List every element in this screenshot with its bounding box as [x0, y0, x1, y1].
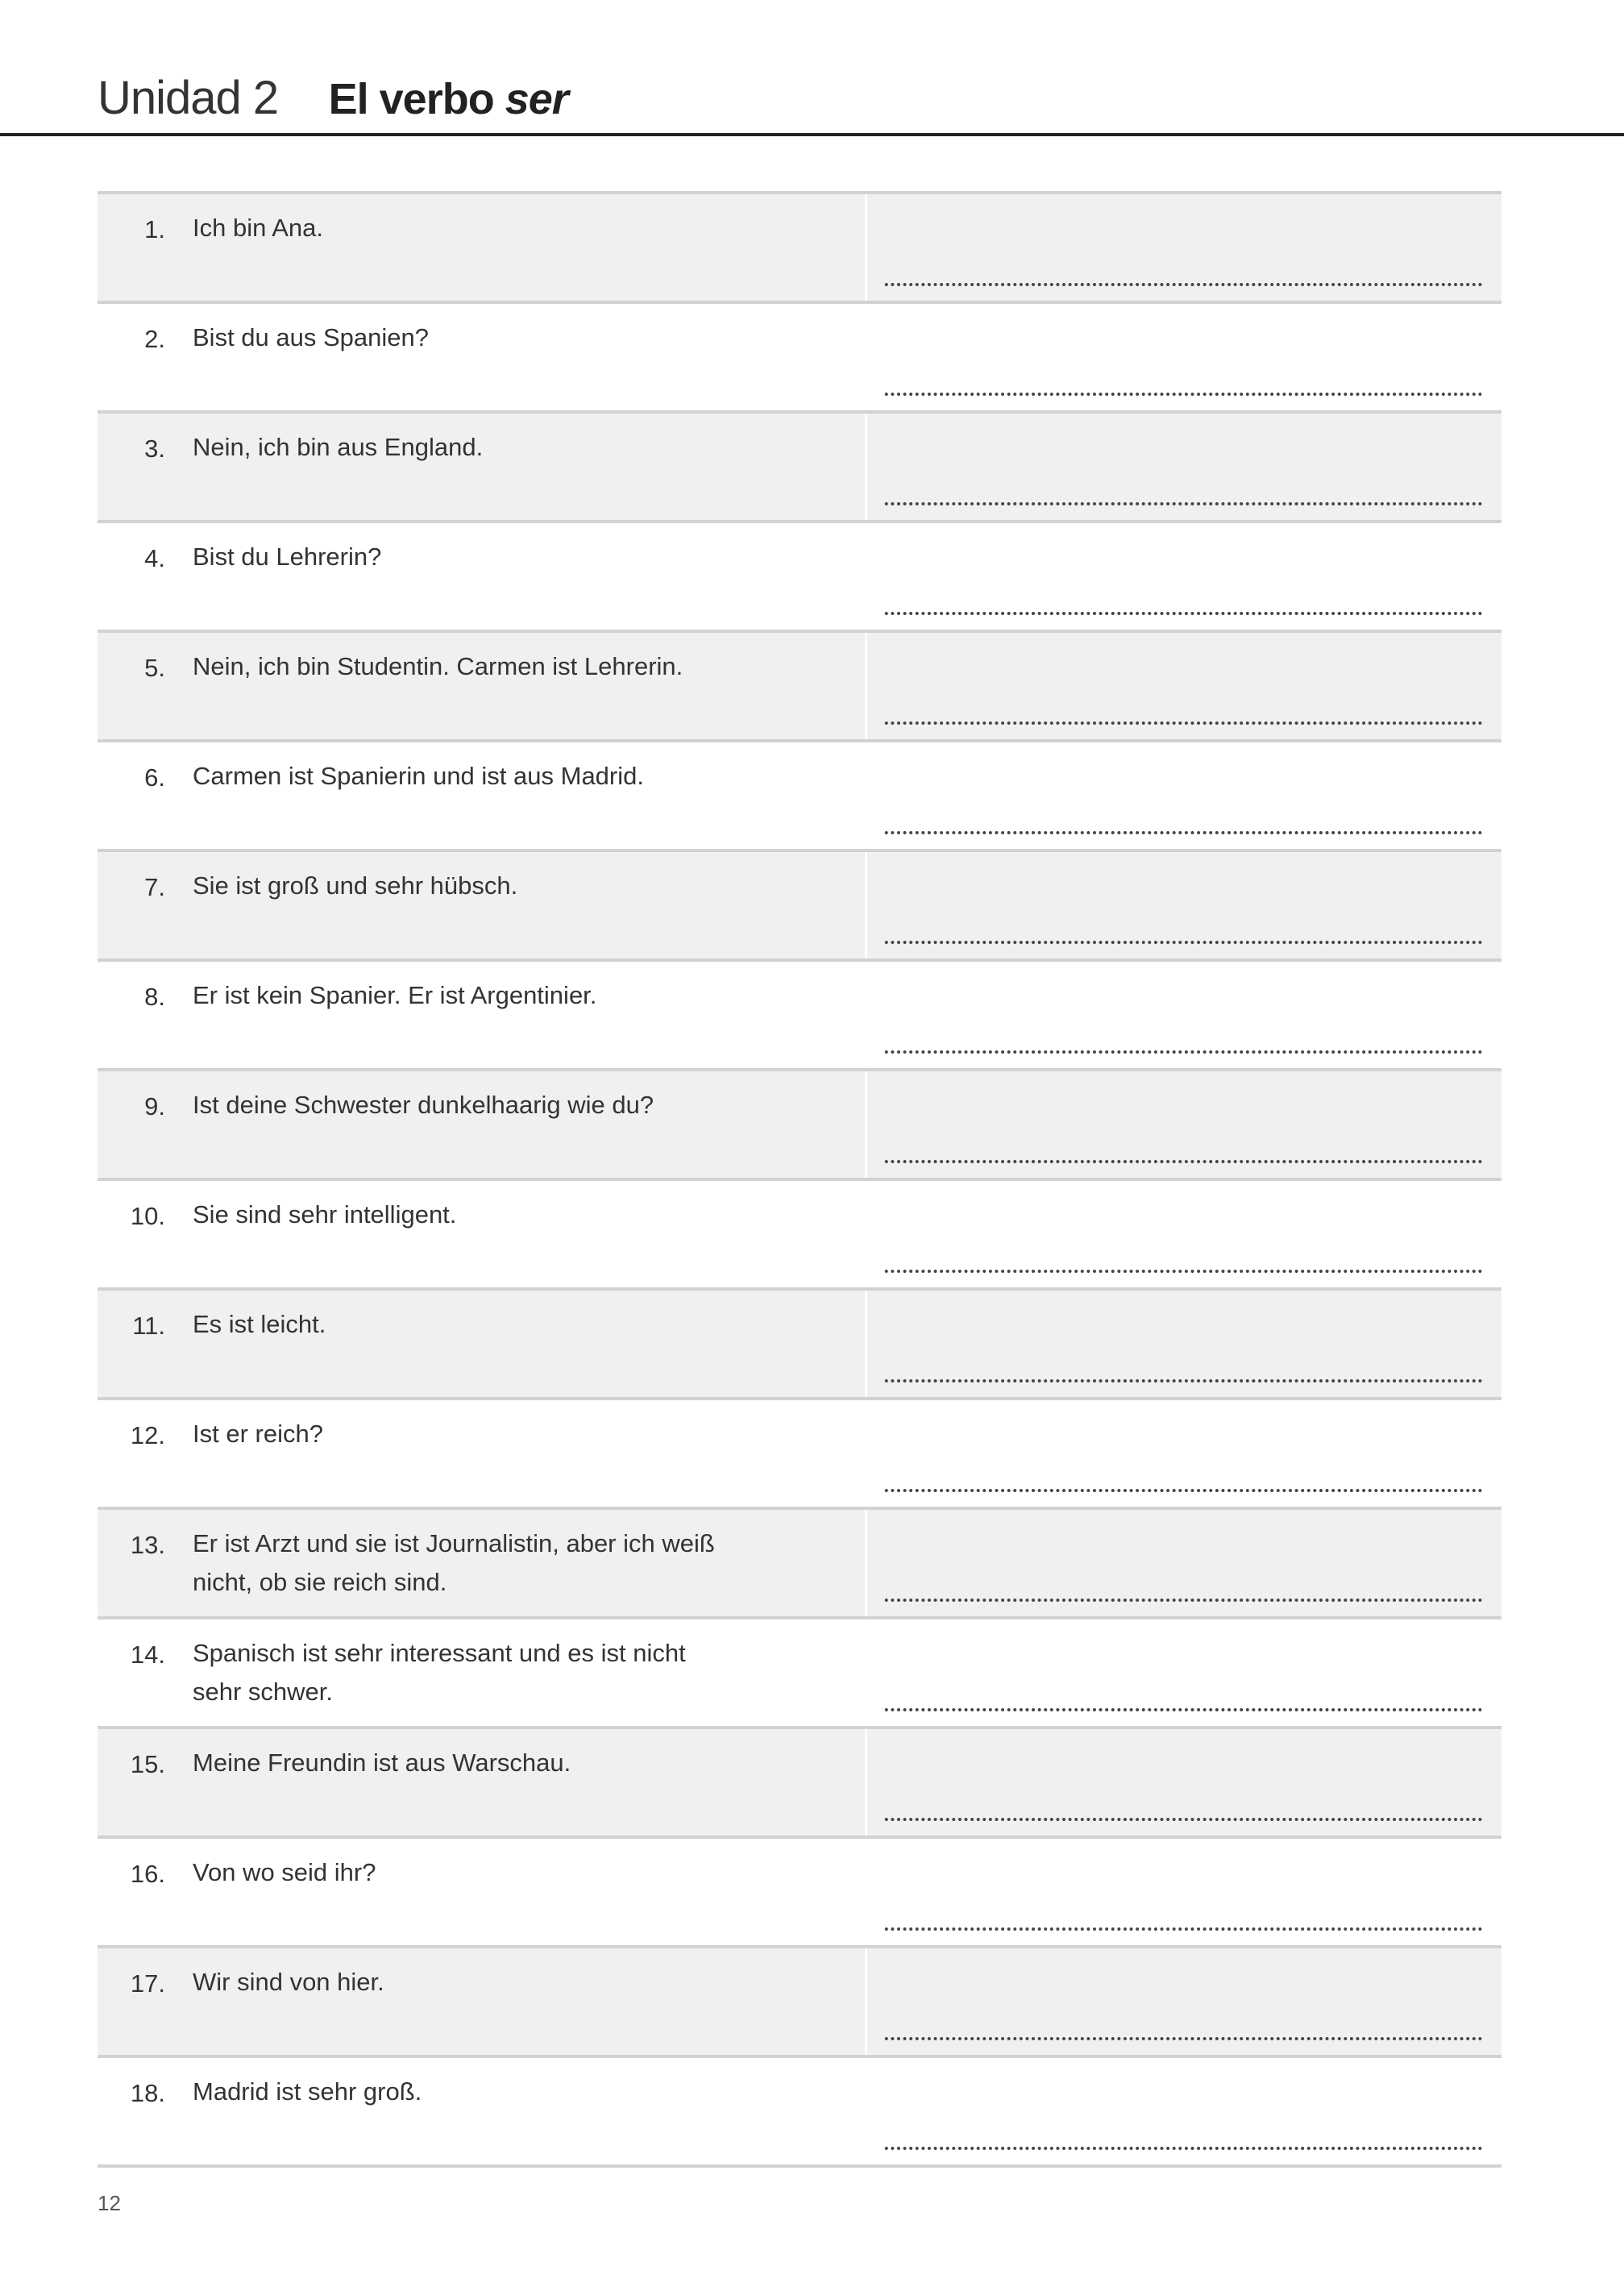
exercise-number: 9. — [144, 1092, 165, 1121]
title-main: El verbo — [328, 75, 505, 123]
answer-line[interactable] — [883, 1707, 1484, 1713]
exercise-sentence: Bist du aus Spanien? — [193, 323, 429, 351]
answer-line[interactable] — [883, 391, 1484, 397]
column-divider — [865, 1729, 867, 1836]
answer-line[interactable] — [883, 1158, 1484, 1165]
exercise-row — [98, 1620, 1501, 1729]
exercise-number: 18. — [130, 2079, 165, 2107]
exercise-row — [98, 1948, 1501, 2058]
exercise-number: 14. — [130, 1640, 165, 1669]
exercise-sentence: Von wo seid ihr? — [193, 1858, 376, 1886]
column-divider — [865, 1071, 867, 1178]
exercise-row — [98, 194, 1501, 304]
answer-line[interactable] — [883, 1597, 1484, 1603]
exercise-sentence: Es ist leicht. — [193, 1310, 326, 1338]
exercise-row — [98, 1729, 1501, 1839]
unit-label: Unidad 2 — [98, 72, 279, 124]
exercise-sentence: Er ist kein Spanier. Er ist Argentinier. — [193, 981, 597, 1009]
exercise-row — [98, 1839, 1501, 1948]
exercise-row — [98, 742, 1501, 852]
header-rule — [0, 133, 1624, 136]
page-number: 12 — [98, 2191, 121, 2215]
exercise-number: 4. — [144, 544, 165, 572]
exercise-number: 12. — [130, 1421, 165, 1449]
answer-line[interactable] — [883, 2035, 1484, 2042]
exercise-sentence: Meine Freundin ist aus Warschau. — [193, 1748, 571, 1777]
answer-line[interactable] — [883, 2145, 1484, 2152]
exercise-number: 16. — [130, 1860, 165, 1888]
exercise-sentence: Madrid ist sehr groß. — [193, 2077, 422, 2106]
exercise-number: 8. — [144, 983, 165, 1011]
exercise-row — [98, 962, 1501, 1071]
page-title — [329, 75, 568, 123]
exercise-number: 2. — [144, 325, 165, 353]
exercise-sentence: Carmen ist Spanierin und ist aus Madrid. — [193, 762, 644, 790]
exercise-number: 3. — [144, 434, 165, 463]
exercise-sentence: Sie ist groß und sehr hübsch. — [193, 871, 518, 900]
answer-line[interactable] — [883, 1816, 1484, 1823]
column-divider — [865, 1510, 867, 1616]
answer-line[interactable] — [883, 1487, 1484, 1494]
exercise-row — [98, 304, 1501, 414]
answer-line[interactable] — [883, 610, 1484, 617]
answer-line[interactable] — [883, 1049, 1484, 1055]
exercise-row — [98, 1400, 1501, 1510]
exercise-row — [98, 1071, 1501, 1181]
exercise-sentence: Ist er reich? — [193, 1420, 323, 1448]
exercise-number: 10. — [130, 1202, 165, 1230]
column-divider — [865, 852, 867, 958]
answer-line[interactable] — [883, 501, 1484, 507]
exercise-sentence: Sie sind sehr intelligent. — [193, 1200, 457, 1229]
column-divider — [865, 1948, 867, 2055]
title-italic: ser — [505, 75, 568, 123]
column-divider — [865, 194, 867, 301]
exercise-number: 15. — [130, 1750, 165, 1778]
exercise-row — [98, 2058, 1501, 2168]
column-divider — [865, 414, 867, 520]
exercise-sentence: Ich bin Ana. — [193, 214, 324, 242]
exercise-sentence: Nein, ich bin aus England. — [193, 433, 484, 461]
exercise-sentence: Wir sind von hier. — [193, 1968, 384, 1996]
exercise-row — [98, 414, 1501, 523]
answer-line[interactable] — [883, 939, 1484, 946]
answer-line[interactable] — [883, 720, 1484, 726]
exercise-table — [98, 191, 1501, 2168]
exercise-number: 7. — [144, 873, 165, 901]
exercise-row — [98, 633, 1501, 742]
page-header — [98, 71, 568, 127]
exercise-row — [98, 1181, 1501, 1291]
exercise-sentence: Bist du Lehrerin? — [193, 543, 382, 571]
answer-line[interactable] — [883, 830, 1484, 836]
exercise-sentence: Nein, ich bin Studentin. Carmen ist Lehrerin. — [193, 652, 683, 680]
exercise-sentence: Spanisch ist sehr interessant und es ist nicht sehr schwer. — [193, 1639, 686, 1706]
answer-line[interactable] — [883, 1268, 1484, 1274]
exercise-sentence: Ist deine Schwester dunkelhaarig wie du? — [193, 1091, 654, 1119]
exercise-row — [98, 1291, 1501, 1400]
exercise-number: 13. — [130, 1531, 165, 1559]
column-divider — [865, 633, 867, 739]
exercise-number: 11. — [132, 1312, 165, 1340]
column-divider — [865, 1291, 867, 1397]
exercise-row — [98, 1510, 1501, 1620]
exercise-number: 17. — [130, 1969, 165, 1998]
exercise-sentence: Er ist Arzt und sie ist Journalistin, aber ich weiß nicht, ob sie reich sind. — [193, 1529, 715, 1596]
answer-line[interactable] — [883, 1378, 1484, 1384]
answer-line[interactable] — [883, 281, 1484, 288]
exercise-number: 6. — [144, 763, 165, 792]
exercise-row — [98, 523, 1501, 633]
exercise-number: 1. — [144, 215, 165, 243]
answer-line[interactable] — [883, 1926, 1484, 1932]
exercise-row — [98, 852, 1501, 962]
exercise-number: 5. — [144, 654, 165, 682]
